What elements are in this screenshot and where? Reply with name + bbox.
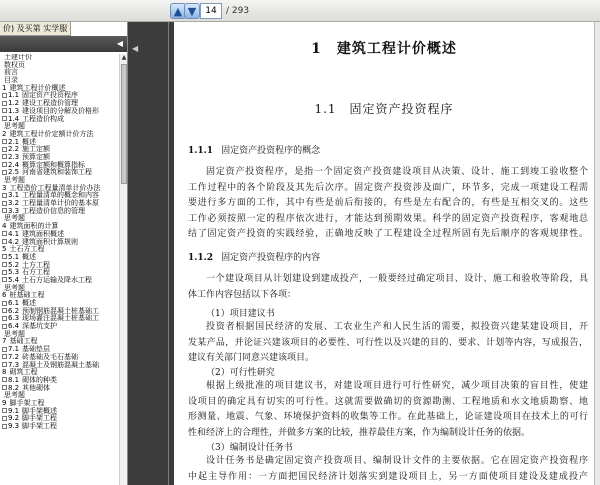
bookmark-number: 9.1 (8, 406, 20, 415)
expand-box-icon[interactable] (2, 170, 7, 175)
bookmark-number: 8.1 (8, 375, 20, 384)
expand-box-icon[interactable] (2, 193, 7, 198)
text-line: 工作过程中的各个阶段及其先后次序。固定资产投资涉及面广，环节多，完成一项建设工程需 (188, 182, 588, 193)
next-page-button[interactable] (184, 3, 200, 19)
bookmark-label: 石方工程 (22, 268, 50, 277)
expand-box-icon[interactable] (2, 231, 7, 236)
expand-box-icon[interactable] (2, 147, 7, 152)
text-line: 结了固定资产投资的实践经验，正确地反映了工程建设全过程所固有先后顺序的客观规律性。 (188, 229, 588, 240)
bookmark-item[interactable] (0, 62, 120, 70)
bookmark-label: 土石方工程 (9, 245, 45, 254)
toolbar (0, 0, 600, 22)
bookmark-label: 砌筑工程 (9, 368, 38, 377)
expand-box-icon[interactable] (2, 154, 7, 159)
bookmark-number: 2.4 (8, 160, 20, 169)
text-line: 根据上级批准的项目建议书，对建设项目进行可行性研究，减少项目决策的盲目性，使建 (206, 381, 588, 391)
expand-box-icon[interactable] (2, 139, 7, 144)
bookmark-label: 建筑面积计算规则 (22, 237, 78, 246)
paragraph-4 (188, 379, 588, 441)
text-line: 一个建设项目从计划建设到建成投产，一般要经过确定项目、设计、施工和验收等阶段，具 (206, 274, 588, 284)
expand-box-icon[interactable] (2, 385, 7, 390)
bookmark-number: 4.2 (8, 237, 20, 246)
bookmark-label: 概述 (22, 252, 36, 261)
text-line: 要进行多方面的工作，其中有些是前后衔接的，有些是左右配合的，有些是互相交叉的。这些 (188, 198, 588, 209)
bookmark-list (0, 54, 120, 485)
bookmark-item[interactable] (0, 423, 120, 431)
bookmark-label: 工程造价工程量清单计价办法 (9, 183, 101, 192)
text-line: 设计任务书是确定固定资产投资项目、编制设计文件的主要依据。它在固定资产投资程序 (206, 456, 588, 466)
expand-box-icon[interactable] (2, 316, 7, 321)
bookmark-number: 5.3 (8, 268, 20, 277)
bookmark-label: 建筑面积的计算 (9, 222, 59, 231)
bookmark-label: 桩基础工程 (9, 291, 45, 300)
bookmark-label: 概述 (22, 137, 36, 146)
subsection-heading-1 (188, 143, 320, 156)
document-scrollbar[interactable] (594, 22, 600, 485)
bookmark-number: 4 (2, 222, 7, 231)
panel-header (0, 36, 127, 52)
bookmark-item[interactable] (0, 69, 120, 77)
bookmark-number: 6 (2, 291, 7, 300)
bookmark-label: 固定资产投资程序 (22, 91, 78, 100)
bookmark-label: 建筑工程计价概述 (9, 83, 66, 92)
expand-box-icon[interactable] (2, 262, 7, 267)
paragraph-2 (188, 272, 588, 303)
expand-box-icon[interactable] (2, 324, 7, 329)
bookmark-label: 思考题 (4, 176, 25, 184)
bookmark-panel (0, 22, 128, 485)
bookmark-label: 数权页 (4, 60, 25, 69)
document-page (174, 22, 594, 485)
bookmark-label: 工程造价信息的管理 (22, 206, 85, 215)
bookmark-number: 5 (2, 245, 7, 254)
expand-box-icon[interactable] (2, 362, 7, 367)
expand-box-icon[interactable] (2, 301, 7, 306)
bookmark-number: 6.4 (8, 322, 20, 331)
expand-box-icon[interactable] (2, 424, 7, 429)
expand-box-icon[interactable] (2, 116, 7, 121)
text-line: 性和经济上的合理性，并做多方案的比较，推荐最佳方案，作为编制设计任务的依据。 (188, 427, 531, 438)
bookmark-number: 3.2 (8, 199, 20, 208)
bookmark-label: 思考题 (4, 391, 25, 400)
bookmark-number: 1 (2, 83, 7, 92)
expand-box-icon[interactable] (2, 239, 7, 244)
bookmark-number: 3 (2, 183, 7, 192)
bookmark-label: 思考题 (4, 283, 25, 292)
bookmark-number: 1.3 (8, 106, 20, 115)
bookmark-number: 7 (2, 337, 7, 346)
bookmark-label: 思考题 (4, 329, 25, 338)
bookmark-number: 1.4 (8, 114, 20, 123)
bookmark-label: 脚手架概述 (22, 406, 57, 415)
expand-box-icon[interactable] (2, 108, 7, 113)
expand-box-icon[interactable] (2, 308, 7, 313)
expand-box-icon[interactable] (2, 408, 7, 413)
bookmark-number: 1.1 (8, 91, 20, 100)
expand-box-icon[interactable] (2, 270, 7, 275)
down-arrow-icon: ▼ (187, 4, 197, 18)
bookmark-label: 工程量清单的概念和内容 (22, 191, 99, 200)
bookmark-scrollbar[interactable] (119, 54, 127, 485)
bookmark-label: 其他砌体 (22, 383, 50, 392)
subsection-title: 固定资产投资程序的内容 (221, 253, 321, 263)
bookmark-number: 6.3 (8, 314, 20, 323)
expand-box-icon[interactable] (2, 162, 7, 167)
bookmark-number: 3.3 (8, 206, 20, 215)
bookmark-number: 8.2 (8, 383, 20, 392)
bookmark-label: 土方工程 (22, 260, 50, 269)
expand-box-icon[interactable] (2, 416, 7, 421)
bookmark-number: 2.2 (8, 145, 20, 154)
page-number-input[interactable]: 14 (200, 3, 222, 19)
bookmark-label: 现场灌注混凝土桩基础工 (22, 314, 99, 323)
expand-box-icon[interactable] (2, 208, 7, 213)
list-item-heading: （3）编制设计任务书 (206, 443, 293, 453)
text-line: 固定资产投资程序，是指一个固定资产投资建设项目从决策、设计、施工到竣工验收整个 (206, 167, 588, 177)
bookmark-label: 土建计价 (4, 54, 32, 61)
bookmark-number: 4.1 (8, 229, 20, 238)
bookmark-label: 脚手架工程 (22, 414, 57, 423)
page-shadow-line (168, 22, 169, 485)
bookmark-label: 思考题 (4, 214, 25, 223)
bookmark-number: 5.1 (8, 252, 20, 261)
expand-box-icon[interactable] (2, 93, 7, 98)
subsection-number: 1.1.2 (188, 253, 214, 263)
chapter-title: 1 建筑工程计价概述 (311, 41, 457, 57)
up-arrow-icon: ▲ (173, 4, 183, 18)
bookmark-label: 基础工程 (9, 337, 38, 346)
text-line: 形测量、地震、气象、环境保护资料的收集等工作。在此基础上，论证建设项目在技术上的可行 (188, 412, 588, 423)
text-line: 工作必须按照一定的程序依次进行，才能达到预期效果。科学的固定资产投资程序，客观地总 (188, 213, 588, 224)
bookmark-label: 概算定额和概算指标 (22, 160, 85, 169)
text-line: 中起主导作用：一方面把国民经济计划落实到建设项目上，另一方面使项目建设及建成投产 (188, 471, 588, 482)
expand-box-icon[interactable] (2, 101, 7, 106)
bookmark-label: 建筑面积概述 (22, 229, 64, 238)
bookmark-label: 建设项目的分解及价格形 (22, 106, 99, 115)
bookmark-label: 基础垫层 (22, 345, 50, 354)
bookmark-number: 6.2 (8, 306, 20, 315)
text-line: 建议有关部门同意兴建该项目。 (188, 353, 315, 364)
scroll-up-icon[interactable]: ▲ (121, 54, 127, 61)
bookmark-number: 8 (2, 368, 7, 377)
bookmark-number: 6.1 (8, 299, 20, 307)
expand-box-icon[interactable] (2, 377, 7, 382)
expand-box-icon[interactable] (2, 354, 7, 359)
bookmark-number: 2.5 (8, 168, 20, 177)
page-gutter (128, 22, 174, 485)
bookmark-label: 建设工程造价管理 (22, 99, 78, 108)
bookmark-label: 河南省建筑和装饰工程 (22, 168, 92, 177)
bookmark-number: 5.4 (8, 275, 20, 284)
bookmark-number: 9 (2, 398, 7, 407)
section-title: 1.1 固定资产投资程序 (314, 102, 454, 116)
bookmark-number: 7.2 (8, 352, 20, 361)
scrollbar-thumb[interactable] (121, 64, 127, 184)
text-line: 投资者根据国民经济的发展、工农业生产和人民生活的需要，拟投资兴建某建设项目，开 (206, 322, 588, 332)
bookmark-label: 砌体的种类 (22, 375, 57, 384)
bookmark-label: 目录 (4, 76, 18, 85)
collapse-left-icon[interactable]: ◀ (116, 39, 123, 48)
panel-tab[interactable]: 价) 及买第 实学服 (0, 22, 71, 36)
bookmark-label: 混凝土及钢筋混凝土基础 (22, 360, 99, 369)
paragraph-1 (188, 165, 588, 243)
bookmark-number: 9.2 (8, 414, 20, 423)
bookmark-label: 施工定额 (22, 145, 50, 154)
subsection-number: 1.1.1 (188, 146, 214, 156)
bookmark-number: 2 (2, 129, 7, 138)
bookmark-label: 深基坑支护 (22, 322, 57, 331)
text-line: 发某产品，并论证兴建该项目的必要性、可行性以及兴建的目的、要求、计划等内容，写成报告， (188, 337, 588, 348)
paragraph-3 (188, 320, 588, 367)
list-item-heading: （1）项目建议书 (206, 309, 275, 319)
expand-box-icon[interactable] (2, 201, 7, 206)
bookmark-number: 2.3 (8, 152, 20, 161)
bookmark-number: 5.2 (8, 260, 20, 269)
paragraph-5 (188, 454, 588, 485)
bookmark-label: 预制钢筋混凝土桩基础工 (22, 306, 99, 315)
bookmark-label: 工程造价构成 (22, 114, 64, 123)
bookmark-label: 土石方运输及降水工程 (22, 275, 92, 284)
bookmark-label: 脚手架工程 (9, 398, 45, 407)
text-line: 设项目的确定具有切实的可行性。这就需要做确切的资源勘测、工程地质和水文地质勘察、地 (188, 396, 588, 407)
bookmark-number: 9.3 (8, 422, 20, 430)
text-line: 体工作内容包括以下各项： (188, 289, 297, 300)
subsection-title: 固定资产投资程序的概念 (221, 146, 321, 156)
expand-box-icon[interactable] (2, 347, 7, 352)
expand-box-icon[interactable] (2, 277, 7, 282)
bookmark-number: 7.3 (8, 360, 20, 369)
expand-box-icon[interactable] (2, 254, 7, 259)
bookmark-label: 前言 (4, 68, 18, 77)
bookmark-label: 砖基础及毛石基础 (22, 352, 78, 361)
bookmark-label: 思考题 (4, 122, 25, 131)
bookmark-label: 概述 (22, 299, 36, 307)
subsection-heading-2 (188, 250, 320, 263)
bookmark-number: 3.1 (8, 191, 20, 200)
bookmark-label: 建筑工程计价定额计价方法 (9, 129, 94, 138)
page-total: / 293 (226, 6, 250, 16)
collapse-panel-icon[interactable]: ◀ (132, 44, 139, 53)
list-item-heading: （2）可行性研究 (206, 368, 275, 378)
bookmark-number: 7.1 (8, 345, 20, 354)
bookmark-label: 工程量清单计价的基本原 (22, 199, 99, 208)
bookmark-number: 2.1 (8, 137, 20, 146)
bookmark-number: 1.2 (8, 99, 20, 108)
bookmark-label: 预算定额 (22, 152, 50, 161)
bookmark-label: 脚手架工程 (22, 422, 57, 430)
